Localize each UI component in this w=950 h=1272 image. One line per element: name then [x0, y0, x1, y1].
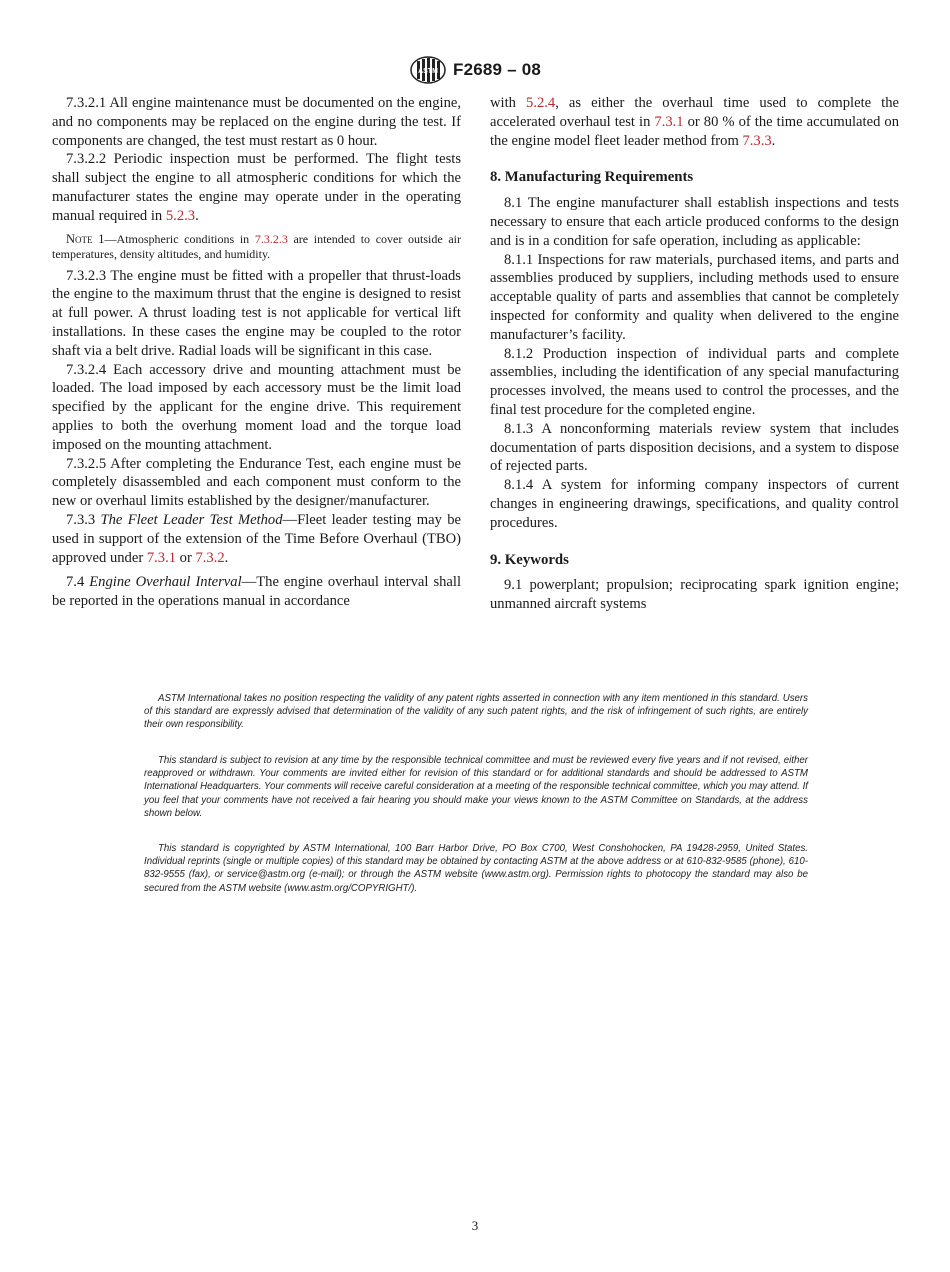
paragraph-7-4: 7.4 Engine Overhaul Interval—The engine overhaul interval shall be reported in the operations manual in accordance — [52, 574, 462, 610]
right-column — [490, 94, 899, 614]
left-column — [52, 94, 461, 611]
link-7-3-1-b[interactable]: 7.3.1 — [654, 113, 684, 130]
paragraph-7-3-2-2: 7.3.2.2 Periodic inspection must be performed. The flight tests shall subject the engine to all atmospheric conditions for which the manufacturer states the engine may operate under in the operating manual required in 5.2.3. — [52, 151, 461, 224]
page-number: 3 — [471, 1218, 479, 1233]
footer-revision-notice: This standard is subject to revision at any time by the responsible technical committee and must be reviewed every five years and if not revised, either reapproved or withdrawn. Your comments are invited either for revision of this standard or for additional standards and should be addressed to ASTM International Headquarters. Your comments will receive careful consideration at a meeting of the responsible technical committee, which you may attend. If you feel that your comments have not received a fair hearing you should make your views known to the ASTM Committee on Standards, at the address shown below. — [144, 755, 808, 819]
document-designation: F2689 – 08 — [452, 60, 541, 79]
link-5-2-3[interactable]: 5.2.3 — [165, 207, 196, 224]
link-7-3-2[interactable]: 7.3.2 — [195, 549, 225, 566]
paragraph-8-1-3: 8.1.3 A nonconforming materials review system that includes documentation of parts disposition decisions, and a system to dispose of rejected parts. — [490, 420, 899, 475]
page-header — [0, 55, 950, 90]
section-heading-9: 9. Keywords — [490, 551, 569, 568]
svg-text:ASTM: ASTM — [418, 68, 438, 75]
paragraph-8-1-2: 8.1.2 Production inspection of individual parts and complete assemblies, including the identification of any special manufacturing processes involved, the means used to control the processes, and the final test procedure for the completed engine. — [490, 345, 899, 418]
astm-logo-icon — [409, 55, 447, 85]
paragraph-7-4-continued: with 5.2.4, as either the overhaul time used to complete the accelerated overhaul test in 7.3.1 or 80 % of the time accumulated on the engine model fleet leader method from 7.3.3. — [490, 95, 900, 149]
link-7-3-3[interactable]: 7.3.3 — [742, 132, 772, 149]
paragraph-8-1-4: 8.1.4 A system for informing company inspectors of current changes in engineering drawings, specifications, and quality control procedures. — [490, 477, 899, 531]
footer-patent-notice: ASTM International takes no position respecting the validity of any patent rights asserted in connection with any item mentioned in this standard. Users of this standard are expressly advised that determination of the validity of any such patent rights, and the risk of infringement of such rights, are entirely their own responsibility. — [144, 693, 808, 731]
paragraph-9-1: 9.1 powerplant; propulsion; reciprocating spark ignition engine; unmanned aircraft systems — [490, 577, 899, 613]
paragraph-7-3-3: 7.3.3 The Fleet Leader Test Method—Fleet leader testing may be used in support of the extension of the Time Before Overhaul (TBO) approved under 7.3.1 or 7.3.2. — [52, 511, 462, 566]
link-7-3-2-3[interactable]: 7.3.2.3 — [254, 231, 288, 246]
section-heading-8: 8. Manufacturing Requirements — [490, 169, 694, 186]
paragraph-8-1: 8.1 The engine manufacturer shall establish inspections and tests necessary to ensure that each article produced conforms to the design and is in a condition for safe operation, including as applicable: — [490, 195, 899, 249]
paragraph-7-3-2-3: 7.3.2.3 The engine must be fitted with a propeller that thrust-loads the engine to the maximum thrust that the engine is designed to resist at full power. A thrust loading test is not applicable for vertical lift installations. In these cases the engine may be coupled to the rotor shaft via a belt drive. Radial loads will be significant in this case. — [52, 267, 461, 359]
paragraph-7-3-2-4: 7.3.2.4 Each accessory drive and mounting attachment must be loaded. The load imposed by each accessory must be the limit load specified by the applicant for the engine drive. This requirement applies to both the overhung moment load and the torque load imposed on the mounting attachment. — [52, 361, 461, 453]
link-5-2-4[interactable]: 5.2.4 — [526, 95, 556, 111]
paragraph-7-3-2-5: 7.3.2.5 After completing the Endurance Test, each engine must be completely disassembled and each component must conform to the new or overhaul limits established by the designer/manufacturer. — [52, 455, 461, 510]
paragraph-7-3-2-1: 7.3.2.1 All engine maintenance must be documented on the engine, and no components may be replaced on the engine during the test. If components are changed, the test must restart as 0 hour. — [52, 95, 461, 149]
footer-copyright-notice: This standard is copyrighted by ASTM International, 100 Barr Harbor Drive, PO Box C700, West Conshohocken, PA 19428-2959, United States. Individual reprints (single or multiple copies) of this standard may be obtained by contacting ASTM at the above address or at 610-832-9585 (phone), 610-832-9555 (fax), or service@astm.org (e-mail); or through the ASTM website (www.astm.org). Permission rights to photocopy the standard may also be secured from the ASTM website (www.astm.org/COPYRIGHT/). — [144, 843, 808, 894]
link-7-3-1[interactable]: 7.3.1 — [146, 549, 177, 566]
note-1: Note 1—Atmospheric conditions in 7.3.2.3 are intended to cover outside air temperatures, density altitudes, and humidity. — [52, 231, 461, 262]
paragraph-8-1-1: 8.1.1 Inspections for raw materials, purchased items, and parts and assemblies produced by suppliers, including methods used to ensure acceptable quality of parts and assemblies that cannot be completely inspected for conformity and quality when delivered to the engine manufacturer’s facility. — [490, 251, 899, 343]
